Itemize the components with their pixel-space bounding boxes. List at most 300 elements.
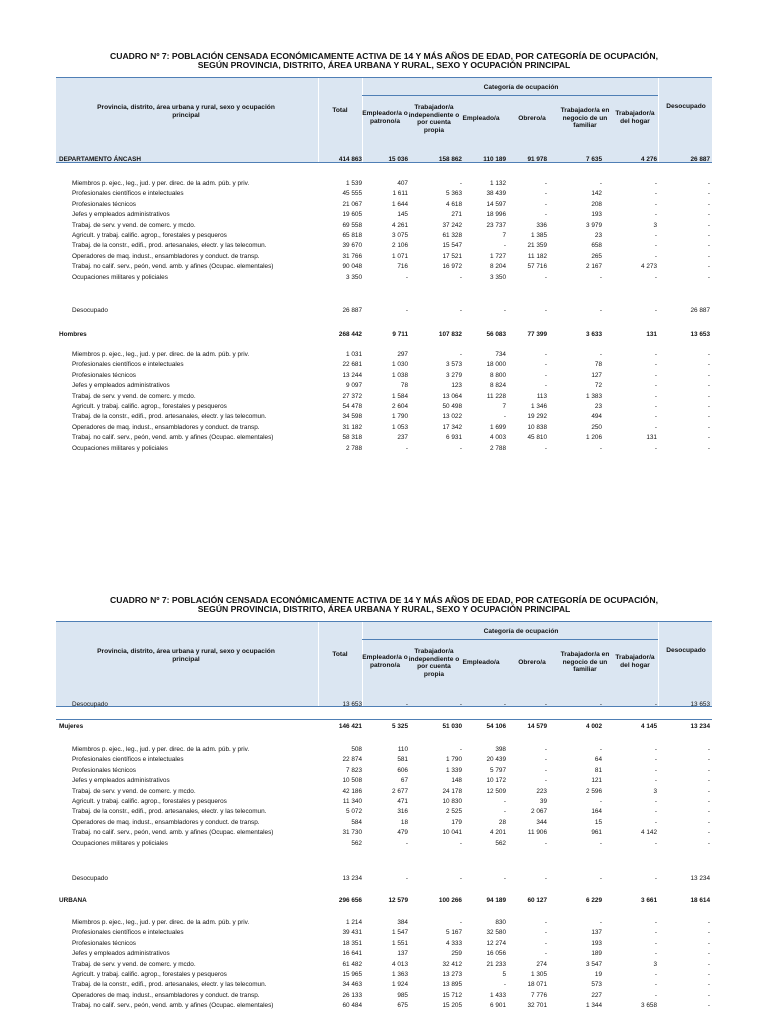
cell-total: 268 442 [338,331,362,338]
cell-independiente: 17 521 [442,252,462,260]
cell-independiente: 1 339 [446,766,462,774]
cell-total: 90 048 [342,263,362,271]
cell-empleador: 67 [400,777,408,785]
cell-total: 1 031 [346,351,362,358]
cell-independiente: 5 167 [446,929,462,937]
cell-total: 45 555 [342,190,362,198]
cell-independiente: - [459,701,462,708]
cell-familiar: - [599,839,602,847]
table-row [56,874,712,885]
cell-obrero: 91 978 [527,156,547,163]
cell-empleador: - [405,839,408,847]
cell-empleador: 110 [397,746,408,753]
table-row [56,1001,712,1012]
cell-empleador: - [405,701,408,708]
cell-hogar: - [654,939,657,947]
cell-obrero: - [544,839,547,847]
cell-empleado: - [503,413,506,421]
row-label: Mujeres [59,723,84,730]
cell-empleador: 1 038 [392,371,408,379]
cell-independiente: 15 712 [442,991,462,999]
cell-empleado: 110 189 [483,156,506,163]
cell-hogar: - [654,413,657,421]
cell-hogar: - [654,818,657,826]
cell-familiar: 23 [594,232,602,239]
cell-independiente: 17 342 [442,423,462,431]
header-total: Total [332,107,348,114]
cell-obrero: - [544,756,547,764]
cell-empleado: 4 201 [490,829,506,837]
table-row [56,818,712,829]
cell-obrero: - [544,950,547,958]
cell-total: 2 788 [346,444,362,452]
cell-desocupado: - [707,950,710,958]
cell-obrero: - [544,939,547,947]
cell-independiente: 10 830 [442,798,462,805]
cell-empleador: 1 584 [392,392,408,400]
cell-desocupado: - [707,382,710,390]
cell-hogar: 3 661 [641,897,657,904]
cell-familiar: - [599,919,602,926]
table-row [56,970,712,981]
cell-obrero: - [544,273,547,281]
cell-familiar: 961 [591,829,602,837]
cell-empleador: 9 711 [392,331,408,338]
cell-independiente: 15 547 [442,242,462,250]
table-row [56,980,712,991]
table-row [56,231,712,242]
cell-desocupado: 18 614 [690,897,710,904]
cell-independiente: - [459,444,462,452]
cell-familiar: 64 [594,756,602,764]
cell-total: 10 508 [342,777,362,785]
cell-obrero: 19 292 [527,413,547,421]
cell-familiar: 208 [591,200,602,208]
cell-empleador: 985 [397,991,408,999]
cell-hogar: - [654,351,657,358]
table-row [56,371,712,382]
cell-desocupado: - [707,808,710,816]
table-row [56,179,712,190]
header-obrero: Obrero/a [518,115,546,122]
cell-total: 61 482 [342,960,362,968]
table-row [56,745,712,756]
cell-empleado: 1 699 [490,423,506,431]
cell-familiar: 227 [591,991,602,999]
cell-desocupado: - [707,413,710,421]
cell-total: 42 186 [342,787,362,795]
cell-empleador: 675 [397,1002,408,1010]
cell-desocupado: - [707,252,710,260]
row-label: Miembros p. ejec., leg., jud. y per. direc. de la adm. púb. y priv. [72,919,250,926]
cell-independiente: - [459,919,462,926]
cell-hogar: 131 [646,331,657,338]
cell-obrero: 45 810 [527,434,547,442]
cell-obrero: - [544,307,547,314]
cell-obrero: - [544,746,547,753]
cell-empleador: 297 [397,351,408,358]
cell-independiente: 13 273 [442,971,462,978]
cell-empleado: 1 132 [490,180,506,187]
row-label: Trabaj. no calif. serv., peón, vend. amb. y afines (Ocupac. elementales) [72,263,274,271]
cell-familiar: 3 979 [586,221,602,229]
cell-independiente: 51 030 [442,723,462,730]
cell-hogar: 4 276 [641,156,657,163]
cell-empleado: 32 580 [486,929,506,937]
row-label: Desocupado [72,875,108,882]
table-header-p2 [56,621,712,707]
header-stub: Provincia, distrito, área urbana y rural, sexo y ocupación principal [97,648,275,663]
cell-familiar: 164 [591,808,602,816]
cell-familiar: 6 229 [586,897,602,904]
cell-obrero: 274 [536,960,547,968]
cell-desocupado: - [707,919,710,926]
cell-hogar: - [654,766,657,774]
cell-total: 508 [351,746,362,753]
cell-total: 11 340 [342,798,362,805]
cell-hogar: 3 [653,787,657,795]
header-independiente: Trabajador/a independiente o por cuenta propia [408,648,460,678]
row-label: Trabaj. de serv. y vend. de comerc. y mcdo. [72,960,196,968]
cell-total: 15 965 [342,971,362,978]
cell-empleado: 8 204 [490,263,506,271]
cell-empleado: 1 727 [490,252,506,260]
cell-independiente: 271 [451,211,462,219]
table-row [56,807,712,818]
row-label: Miembros p. ejec., leg., jud. y per. direc. de la adm. púb. y priv. [72,180,250,187]
cell-desocupado: - [707,273,710,281]
table-row [56,755,712,766]
cell-hogar: 4 142 [641,829,657,837]
cell-desocupado: 13 653 [690,701,710,708]
row-label: Miembros p. ejec., leg., jud. y per. direc. de la adm. púb. y priv. [72,746,250,753]
row-label: Trabaj. no calif. serv., peón, vend. amb. y afines (Ocupac. elementales) [72,829,274,837]
cell-desocupado: - [707,361,710,369]
row-label: Operadores de maq. indust., ensambladores y conduct. de transp. [72,818,260,826]
header-obrero: Obrero/a [518,659,546,666]
cell-empleado: 14 597 [486,200,506,208]
cell-familiar: - [599,701,602,708]
cell-desocupado: - [707,351,710,358]
table-row [56,210,712,221]
cell-desocupado: - [707,777,710,785]
row-label: Profesionales técnicos [72,371,136,379]
cell-empleador: 1 030 [392,361,408,369]
cell-total: 16 641 [342,950,362,958]
cell-desocupado: - [707,403,710,410]
cell-obrero: 32 701 [527,1002,547,1010]
cell-total: 296 656 [338,897,362,904]
cell-empleado: 2 788 [490,444,506,452]
cell-empleador: 137 [397,950,408,958]
cell-empleador: 18 [400,818,408,826]
cell-desocupado: - [707,939,710,947]
row-label: URBANA [59,897,87,904]
cell-empleado: 734 [495,351,506,358]
cell-hogar: 4 273 [641,263,657,271]
cell-total: 9 097 [346,382,362,390]
cell-hogar: - [654,252,657,260]
cell-obrero: 113 [536,392,547,400]
cell-desocupado: - [707,971,710,978]
cell-empleador: 1 053 [392,423,408,431]
cell-obrero: 344 [536,818,547,826]
cell-empleado: 8 824 [490,382,506,390]
cell-independiente: 259 [451,950,462,958]
cell-empleado: 56 083 [486,331,506,338]
cell-independiente: 158 862 [438,156,462,163]
cell-familiar: 1 344 [586,1002,602,1010]
cell-total: 39 670 [342,242,362,250]
table-row [56,273,712,284]
cell-empleado: 18 996 [486,211,506,219]
table-title-line1-p2: CUADRO Nº 7: POBLACIÓN CENSADA ECONÓMICAMENTE ACTIVA DE 14 Y MÁS AÑOS DE EDAD, POR CATEGORÍA DE OCUPACIÓN, [110,595,658,605]
cell-independiente: 179 [451,818,462,826]
cell-empleado: 28 [498,818,506,826]
cell-empleador: - [405,444,408,452]
cell-empleador: 78 [400,382,408,390]
row-label: Trabaj. de la constr., edifi., prod. artesanales, electr. y las telecomun. [72,242,267,250]
cell-empleador: 4 013 [392,960,408,968]
table-row [56,949,712,960]
cell-total: 27 372 [342,392,362,400]
header-total: Total [332,651,348,658]
row-label: Profesionales técnicos [72,766,136,774]
cell-hogar: - [654,746,657,753]
cell-hogar: - [654,211,657,219]
cell-hogar: 3 [653,221,657,229]
header-empleador: Empleador/a o patrono/a [362,654,408,669]
header-familiar: Trabajador/a en negocio de un familiar [560,651,610,674]
cell-desocupado: - [707,190,710,198]
row-label: Trabaj. de serv. y vend. de comerc. y mcdo. [72,392,196,400]
table-row [56,423,712,434]
cell-empleador: 1 551 [392,939,408,947]
cell-total: 18 351 [342,939,362,947]
row-label: Agricult. y trabaj. calific. agrop., forestales y pesqueros [72,232,227,239]
cell-hogar: - [654,950,657,958]
cell-empleado: 8 800 [490,371,506,379]
table-row [56,306,712,317]
row-label: Trabaj. de serv. y vend. de comerc. y mcdo. [72,221,196,229]
table-row [56,221,712,232]
cell-obrero: 57 716 [527,263,547,271]
cell-hogar: - [654,392,657,400]
cell-familiar: - [599,273,602,281]
cell-total: 3 350 [346,273,362,281]
cell-empleado: - [503,701,506,708]
cell-empleador: - [405,875,408,882]
cell-empleado: 54 106 [486,723,506,730]
cell-desocupado: 13 234 [690,875,710,882]
cell-empleador: 2 677 [392,787,408,795]
cell-empleado: 12 274 [486,939,506,947]
row-label: Operadores de maq. indust., ensambladores y conduct. de transp. [72,991,260,999]
cell-familiar: 2 167 [586,263,602,271]
cell-familiar: - [599,307,602,314]
row-label: Ocupaciones militares y policiales [72,444,168,452]
cell-obrero: - [544,382,547,390]
cell-total: 31 730 [342,829,362,837]
cell-empleado: - [503,798,506,805]
header-category-group: Categoría de ocupación [483,628,559,635]
cell-hogar: 3 658 [641,1002,657,1010]
table-row [56,939,712,950]
cell-independiente: 123 [451,382,462,390]
header-desocupado: Desocupado [666,103,706,110]
header-independiente: Trabajador/a independiente o por cuenta propia [408,104,460,134]
cell-desocupado: - [707,211,710,219]
cell-empleador: 1 363 [392,971,408,978]
cell-empleado: 562 [495,839,506,847]
cell-obrero: - [544,211,547,219]
cell-empleador: 384 [397,919,408,926]
table-row [56,381,712,392]
row-label: Miembros p. ejec., leg., jud. y per. direc. de la adm. púb. y priv. [72,351,250,358]
cell-obrero: - [544,701,547,708]
cell-hogar: 3 [653,960,657,968]
cell-obrero: - [544,200,547,208]
cell-empleador: 1 924 [392,981,408,989]
cell-obrero: 7 776 [531,991,547,999]
row-label: Jefes y empleados administrativos [72,211,170,219]
cell-empleado: 5 [502,971,506,978]
row-label: Agricult. y trabaj. calific. agrop., forestales y pesqueros [72,403,227,410]
cell-obrero: 1 385 [531,232,547,239]
cell-total: 7 823 [346,766,362,774]
cell-independiente: 10 041 [442,829,462,837]
cell-empleador: 12 579 [388,897,408,904]
cell-total: 21 067 [342,200,362,208]
cell-empleador: 1 611 [392,190,408,198]
header-desocupado: Desocupado [666,647,706,654]
cell-familiar: 78 [594,361,602,369]
cell-empleado: 21 233 [486,960,506,968]
cell-empleador: - [405,273,408,281]
cell-empleado: 16 056 [486,950,506,958]
table-row [56,960,712,971]
row-label: Profesionales técnicos [72,200,136,208]
cell-empleador: 471 [397,798,408,805]
cell-hogar: - [654,361,657,369]
cell-independiente: - [459,273,462,281]
header-familiar: Trabajador/a en negocio de un familiar [560,107,610,130]
cell-desocupado: - [707,960,710,968]
cell-obrero: 60 127 [527,897,547,904]
table-row [56,839,712,850]
cell-total: 13 234 [342,875,362,882]
cell-obrero: - [544,180,547,187]
cell-empleado: 38 439 [486,190,506,198]
cell-desocupado: - [707,232,710,239]
row-label: Profesionales científicos e intelectuales [72,190,184,198]
cell-desocupado: 13 234 [690,723,710,730]
table-header [56,77,712,163]
table-row [56,766,712,777]
cell-total: 584 [351,818,362,826]
row-label: Jefes y empleados administrativos [72,777,170,785]
header-empleado: Empleado/a [462,659,500,666]
cell-independiente: 3 573 [446,361,462,369]
cell-familiar: 142 [591,190,602,198]
cell-desocupado: - [707,829,710,837]
cell-empleador: - [405,307,408,314]
cell-empleador: 5 325 [392,723,408,730]
cell-familiar: - [599,746,602,753]
cell-total: 69 558 [342,221,362,229]
cell-desocupado: - [707,392,710,400]
cell-hogar: - [654,200,657,208]
cell-familiar: 121 [591,777,602,785]
cell-hogar: - [654,444,657,452]
cell-total: 31 182 [342,423,362,431]
cell-independiente: 6 931 [446,434,462,442]
table-row [56,828,712,839]
cell-empleador: 15 036 [388,156,408,163]
cell-desocupado: - [707,434,710,442]
cell-hogar: - [654,190,657,198]
cell-desocupado: - [707,746,710,753]
cell-independiente: 1 790 [446,756,462,764]
cell-empleado: 398 [495,746,506,753]
cell-empleado: 1 433 [490,991,506,999]
table-row [56,402,712,413]
cell-familiar: 23 [594,403,602,410]
row-label: Profesionales científicos e intelectuales [72,361,184,369]
cell-total: 65 818 [342,232,362,239]
cell-empleado: - [503,808,506,816]
cell-independiente: 13 064 [442,392,462,400]
cell-total: 39 431 [342,929,362,937]
cell-familiar: - [599,798,602,805]
cell-hogar: - [654,991,657,999]
cell-familiar: 2 596 [586,787,602,795]
cell-obrero: - [544,351,547,358]
cell-desocupado: - [707,263,710,271]
cell-hogar: - [654,981,657,989]
cell-familiar: - [599,351,602,358]
cell-total: 562 [351,839,362,847]
cell-familiar: 4 002 [586,723,602,730]
cell-obrero: - [544,371,547,379]
cell-empleador: 606 [397,766,408,774]
cell-independiente: 148 [451,777,462,785]
cell-familiar: 573 [591,981,602,989]
cell-familiar: 1 383 [586,392,602,400]
cell-total: 22 874 [342,756,362,764]
cell-empleador: 237 [397,434,408,442]
cell-independiente: 2 525 [446,808,462,816]
cell-independiente: - [459,307,462,314]
cell-desocupado: - [707,929,710,937]
cell-familiar: 137 [591,929,602,937]
cell-obrero: 18 071 [527,981,547,989]
cell-empleador: 3 075 [392,232,408,239]
cell-hogar: - [654,307,657,314]
cell-empleado: - [503,242,506,250]
cell-empleador: 145 [397,211,408,219]
table-row [56,412,712,423]
cell-obrero: - [544,777,547,785]
row-label: Profesionales científicos e intelectuales [72,929,184,937]
cell-independiente: 61 328 [442,232,462,239]
cell-total: 414 863 [338,156,362,163]
cell-hogar: - [654,371,657,379]
cell-hogar: - [654,180,657,187]
cell-empleado: 6 901 [490,1002,506,1010]
cell-obrero: - [544,766,547,774]
row-label: Trabaj. de la constr., edifi., prod. artesanales, electr. y las telecomun. [72,981,267,989]
